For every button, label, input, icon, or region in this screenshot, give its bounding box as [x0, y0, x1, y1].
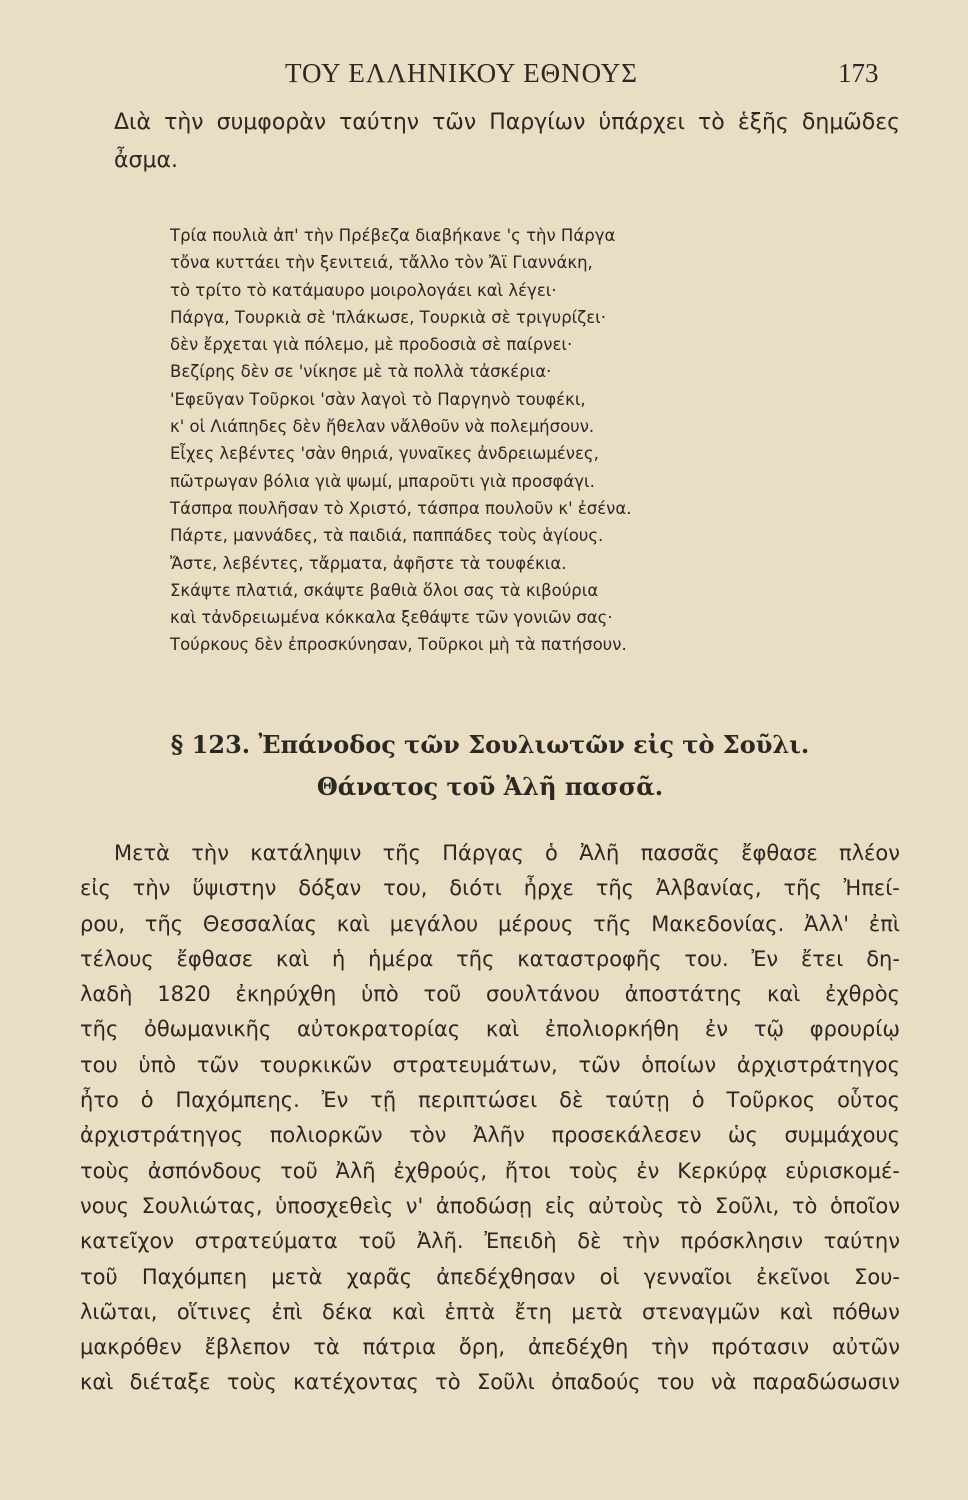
poem-line: τὸ τρίτο τὸ κατάμαυρο μοιρολογάει καὶ λέγει· — [170, 280, 557, 300]
body-word: μετὰ — [571, 1299, 623, 1324]
body-word: ἔτη — [514, 1299, 552, 1324]
body-paragraph — [80, 836, 900, 1401]
body-word: προσεκάλεσεν — [551, 1123, 702, 1148]
body-line — [80, 1118, 900, 1153]
body-line — [80, 1295, 900, 1330]
page-number: 173 — [838, 58, 879, 88]
body-word: ἀρχιστράτηγος — [736, 1052, 900, 1077]
body-word: ἔτει — [800, 946, 844, 971]
body-line — [80, 1189, 900, 1224]
body-word: τῶν — [196, 1052, 239, 1077]
body-word: καὶ — [779, 1299, 813, 1324]
body-word: τοὺς — [226, 1370, 277, 1395]
body-word: ὀπαδούς — [551, 1370, 641, 1395]
body-word: στρατευμάτων, — [392, 1052, 558, 1077]
body-word: τῆς — [456, 946, 495, 971]
intro-text: Διὰ τὴν συμφορὰν ταύτην τῶν Παργίων ὑπάρχει τὸ ἑξῆς δημῶδες ἆσμα. — [114, 110, 900, 173]
poem-line: Τρία πουλιὰ ἀπ' τὴν Πρέβεζα διαβήκανε 'ς τὴν Πάργα — [170, 226, 616, 245]
body-word: ἐχθρὸς — [825, 982, 900, 1007]
body-word: μεγάλου — [389, 911, 479, 936]
body-word: ὡς — [727, 1123, 758, 1148]
body-word: διότι — [449, 876, 502, 901]
body-word: Μετὰ — [114, 841, 170, 865]
body-word: καταστροφῆς — [517, 946, 662, 971]
body-word: ἐπὶ — [868, 911, 900, 936]
body-word: ἡμέρα — [368, 946, 434, 971]
body-word: ὁποίων — [641, 1052, 717, 1077]
body-word: Ἐν — [321, 1088, 349, 1113]
body-word: φρουρίῳ — [809, 1017, 900, 1042]
body-word: δὲ — [577, 1229, 602, 1254]
body-word: ταύτην — [823, 1229, 900, 1254]
poem-line: Πάργα, Τουρκιὰ σὲ 'πλάκωσε, Τουρκιὰ σὲ τριγυρίζει· — [170, 307, 606, 327]
body-word: τὴν — [651, 1335, 689, 1360]
body-word: χαρᾶς — [346, 1264, 413, 1289]
body-word: Τοῦρκος — [726, 1088, 816, 1113]
body-word: ἔφθασε — [741, 841, 818, 865]
body-word: ἤτοι — [504, 1158, 551, 1183]
poem-line: 'Εφεῦγαν Τοῦρκοι 'σὰν λαγοὶ τὸ Παργηνὸ τουφέκι, — [170, 389, 586, 409]
body-word: τῆς — [595, 876, 634, 901]
body-word: καὶ — [485, 1017, 520, 1042]
section-title-line2: Θάνατος τοῦ Ἀλῆ πασσᾶ. — [316, 772, 664, 801]
body-word: τουρκικῶν — [259, 1052, 372, 1077]
body-word: ὀθωμανικῆς — [143, 1017, 272, 1042]
body-word: κατεῖχον — [80, 1229, 175, 1254]
running-header — [0, 58, 968, 94]
body-word: ὑπὸ — [138, 1052, 177, 1077]
poem-line: καὶ τἀνδρειωμένα κόκκαλα ξεθάψτε τῶν γονιῶν σας· — [170, 608, 613, 628]
body-word: αὐτῶν — [832, 1335, 900, 1360]
intro-paragraph — [80, 104, 900, 180]
body-word: ἔβλεπον — [204, 1335, 291, 1360]
body-word: καὶ — [80, 1370, 114, 1395]
body-word: Ἀλῆ. — [416, 1229, 464, 1254]
body-word: Ἀλῆ — [335, 1158, 376, 1183]
body-word: κατάληψιν — [250, 841, 362, 865]
running-title: ΤΟΥ ΕΛΛΗΝΙΚΟΥ ΕΘΝΟΥΣ — [285, 58, 638, 88]
body-word: Μακεδονίας. — [651, 911, 785, 936]
body-word: ἀρχιστράτηγος — [80, 1123, 244, 1148]
body-word: πρότασιν — [711, 1335, 810, 1360]
body-line — [80, 1365, 900, 1400]
body-word: συμμάχους — [784, 1123, 900, 1148]
body-word: ἐχθρούς, — [393, 1158, 488, 1183]
body-word: πασσᾶς — [640, 841, 720, 865]
body-word: τῶν — [578, 1052, 621, 1077]
body-word: τῇ — [370, 1088, 397, 1113]
body-word: Πάργας — [442, 841, 524, 865]
poem-line: Τάσπρα πουλῆσαν τὸ Χριστό, τάσπρα πουλοῦν κ' ἐσένα. — [170, 498, 632, 518]
body-word: δὲ — [559, 1088, 584, 1113]
body-word: οἱ — [599, 1264, 620, 1289]
body-word: καὶ — [275, 946, 310, 971]
body-word: Ἐπειδὴ — [484, 1229, 557, 1254]
body-line — [80, 1154, 900, 1189]
body-word: τοὺς — [568, 1158, 619, 1183]
body-word: ἔφθασε — [176, 946, 254, 971]
body-word: τῆς — [144, 911, 184, 936]
body-word: τὴν — [622, 1229, 660, 1254]
body-word: ταύτῃ — [605, 1088, 670, 1113]
body-word: στρατεύματα — [194, 1229, 338, 1254]
body-word: ὁποῖον — [829, 1193, 900, 1218]
body-word: τοῦ — [280, 1158, 318, 1183]
body-word: τῷ — [753, 1017, 785, 1042]
body-word: ὁ — [140, 1088, 154, 1113]
body-word: ἦρχε — [523, 876, 574, 901]
body-word: Ἠπεί- — [843, 876, 900, 901]
body-word: ἀπεδέχθησαν — [436, 1264, 576, 1289]
body-word: ρου, — [80, 911, 126, 936]
poem-line: Εἶχες λεβέντες 'σὰν θηριά, γυναῖκες ἀνδρειωμένες, — [170, 444, 599, 464]
body-word: τὸ — [676, 1193, 703, 1218]
body-word: Ἐν — [751, 946, 779, 971]
body-word: ἀποστάτης — [624, 982, 743, 1007]
body-word: διέταξε — [129, 1370, 211, 1395]
body-word: καὶ — [766, 982, 801, 1007]
body-word: ἐν — [705, 1017, 729, 1042]
body-word: ἡ — [332, 946, 346, 971]
body-word: οἵτινες — [176, 1299, 252, 1324]
body-word: λαδὴ — [80, 982, 133, 1007]
body-word: ὕψιστην — [192, 876, 277, 901]
body-word: μετὰ — [271, 1264, 323, 1289]
body-word: ἑπτὰ — [444, 1299, 496, 1324]
body-word: Ἀλλ' — [804, 911, 850, 936]
poem-line: τὄνα κυττάει τὴν ξενιτειά, τἄλλο τὸν Ἄϊ Γιαννάκη, — [170, 253, 593, 273]
body-word: στεναγμῶν — [642, 1299, 760, 1324]
body-word: λιῶται, — [80, 1299, 158, 1324]
body-word: ὄρη, — [458, 1335, 506, 1360]
body-word: δη- — [866, 946, 900, 971]
section-title-line1: Ἐπάνοδος τῶν Σουλιωτῶν εἰς τὸ Σοῦλι. — [258, 730, 810, 759]
body-line — [80, 1260, 900, 1295]
poem-line: Πάρτε, μαννάδες, τὰ παιδιά, παππάδες τοὺς ἁγίους. — [170, 526, 604, 546]
body-line — [80, 836, 900, 871]
body-word: αὐτοὺς — [588, 1193, 665, 1218]
body-word: μέρους — [498, 911, 574, 936]
section-heading — [80, 724, 900, 808]
body-word: πρόσκλησιν — [680, 1229, 803, 1254]
body-word: πάτρια — [362, 1335, 437, 1360]
body-word: τοῦ — [358, 1229, 397, 1254]
body-word: γενναῖοι — [643, 1264, 732, 1289]
poem-line: Βεζίρης δὲν σε 'νίκησε μὲ τὰ πολλὰ τἀσκέρια· — [170, 362, 552, 382]
body-word: τέλους — [80, 946, 154, 971]
body-word: ὑπὸ — [361, 982, 399, 1007]
body-word: νους — [80, 1193, 130, 1218]
poem-line: Τούρκους δὲν ἐπροσκύνησαν, Τοῦρκοι μὴ τὰ πατήσουν. — [170, 635, 627, 655]
body-line — [80, 907, 900, 942]
body-word: Παχόμπεη — [141, 1264, 248, 1289]
body-word: ν' — [405, 1193, 424, 1218]
body-word: του — [80, 1052, 118, 1077]
body-line — [80, 1083, 900, 1118]
body-word: μακρόθεν — [80, 1335, 182, 1360]
body-word: πλέον — [838, 841, 900, 865]
body-word: Σου- — [854, 1264, 900, 1289]
body-word: Κερκύρᾳ — [677, 1158, 768, 1183]
body-word: εἰς — [80, 876, 111, 901]
body-word: εὑρισκομέ- — [785, 1158, 900, 1183]
body-line — [80, 1224, 900, 1259]
body-word: τοῦ — [80, 1264, 118, 1289]
body-line — [80, 977, 900, 1012]
body-word: τὸ — [791, 1193, 818, 1218]
body-line — [80, 942, 900, 977]
body-word: σουλτάνου — [486, 982, 600, 1007]
body-word: Σοῦλι — [476, 1370, 535, 1395]
body-word: ὑποσχεθεὶς — [275, 1193, 394, 1218]
body-word: Σουλιώτας, — [141, 1193, 263, 1218]
body-word: καὶ — [391, 1299, 426, 1324]
body-word: δέκα — [321, 1299, 373, 1324]
body-word: ἐπολιορκήθη — [544, 1017, 680, 1042]
body-word: ἀσπόνδους — [147, 1158, 263, 1183]
body-word: δόξαν — [298, 876, 362, 901]
body-word: ὁ — [691, 1088, 705, 1113]
body-word: Ἀλῆ — [579, 841, 620, 865]
poem-line: κ' οἱ Λιάπηδες δὲν ἤθελαν νἄλθοῦν νὰ πολεμήσουν. — [170, 417, 595, 437]
poem-line: Ἄστε, λεβέντες, τἄρματα, ἀφῆστε τὰ τουφέκια. — [170, 553, 567, 573]
body-word: καὶ — [336, 911, 371, 936]
poem-line: δὲν ἔρχεται γιὰ πόλεμο, μὲ προδοσιὰ σὲ παίρνει· — [170, 335, 573, 355]
body-word: Σοῦλι, — [714, 1193, 780, 1218]
body-word: του. — [684, 946, 729, 971]
body-word: Παχόμπεης. — [175, 1088, 300, 1113]
poem-line: πῶτρωγαν βόλια γιὰ ψωμί, μπαροῦτι γιὰ προσφάγι. — [170, 471, 595, 491]
body-word: τὴν — [191, 841, 229, 865]
body-line — [80, 1048, 900, 1083]
body-word: του — [656, 1370, 695, 1395]
body-word: ἀπεδέχθη — [527, 1335, 629, 1360]
body-word: ἐπὶ — [271, 1299, 303, 1324]
body-line — [80, 1330, 900, 1365]
body-word: ἦτο — [80, 1088, 119, 1113]
body-word: οὗτος — [837, 1088, 900, 1113]
folk-song-poem — [170, 222, 870, 659]
body-word: τοῦ — [423, 982, 462, 1007]
body-word: τῆς — [593, 911, 632, 936]
body-word: αὐτοκρατορίας — [297, 1017, 461, 1042]
body-word: εἰς — [544, 1193, 576, 1218]
body-word: ἐκηρύχθη — [235, 982, 337, 1007]
body-word: παραδώσωσιν — [752, 1370, 900, 1395]
body-word: κατέχοντας — [293, 1370, 419, 1395]
body-word: τῆς — [783, 876, 822, 901]
section-number: § 123. — [170, 730, 251, 759]
body-word: νὰ — [710, 1370, 737, 1395]
body-word: Ἀλῆν — [473, 1123, 525, 1148]
body-word: πόθων — [832, 1299, 900, 1324]
body-word: τὸ — [435, 1370, 461, 1395]
body-word: ὁ — [545, 841, 558, 865]
body-word: τῆς — [80, 1017, 119, 1042]
body-word: Ἀλβανίας, — [655, 876, 762, 901]
poem-line: Σκάψτε πλατιά, σκάψτε βαθιὰ ὅλοι σας τὰ κιβούρια — [170, 580, 599, 600]
body-word: τοὺς — [80, 1158, 130, 1183]
body-word: τὰ — [313, 1335, 340, 1360]
body-word: τὸν — [409, 1123, 447, 1148]
body-word: ἐν — [636, 1158, 660, 1183]
body-word: τὴν — [132, 876, 171, 901]
body-word: τῆς — [382, 841, 421, 865]
body-line — [80, 871, 900, 906]
body-word: του, — [383, 876, 428, 901]
body-word: περιπτώσει — [418, 1088, 538, 1113]
body-word: ἀποδώσῃ — [435, 1193, 533, 1218]
body-word: Θεσσαλίας — [202, 911, 317, 936]
body-line — [80, 1012, 900, 1047]
body-word: 1820 — [157, 982, 211, 1007]
body-word: πολιορκῶν — [269, 1123, 383, 1148]
body-word: ἐκεῖνοι — [756, 1264, 830, 1289]
